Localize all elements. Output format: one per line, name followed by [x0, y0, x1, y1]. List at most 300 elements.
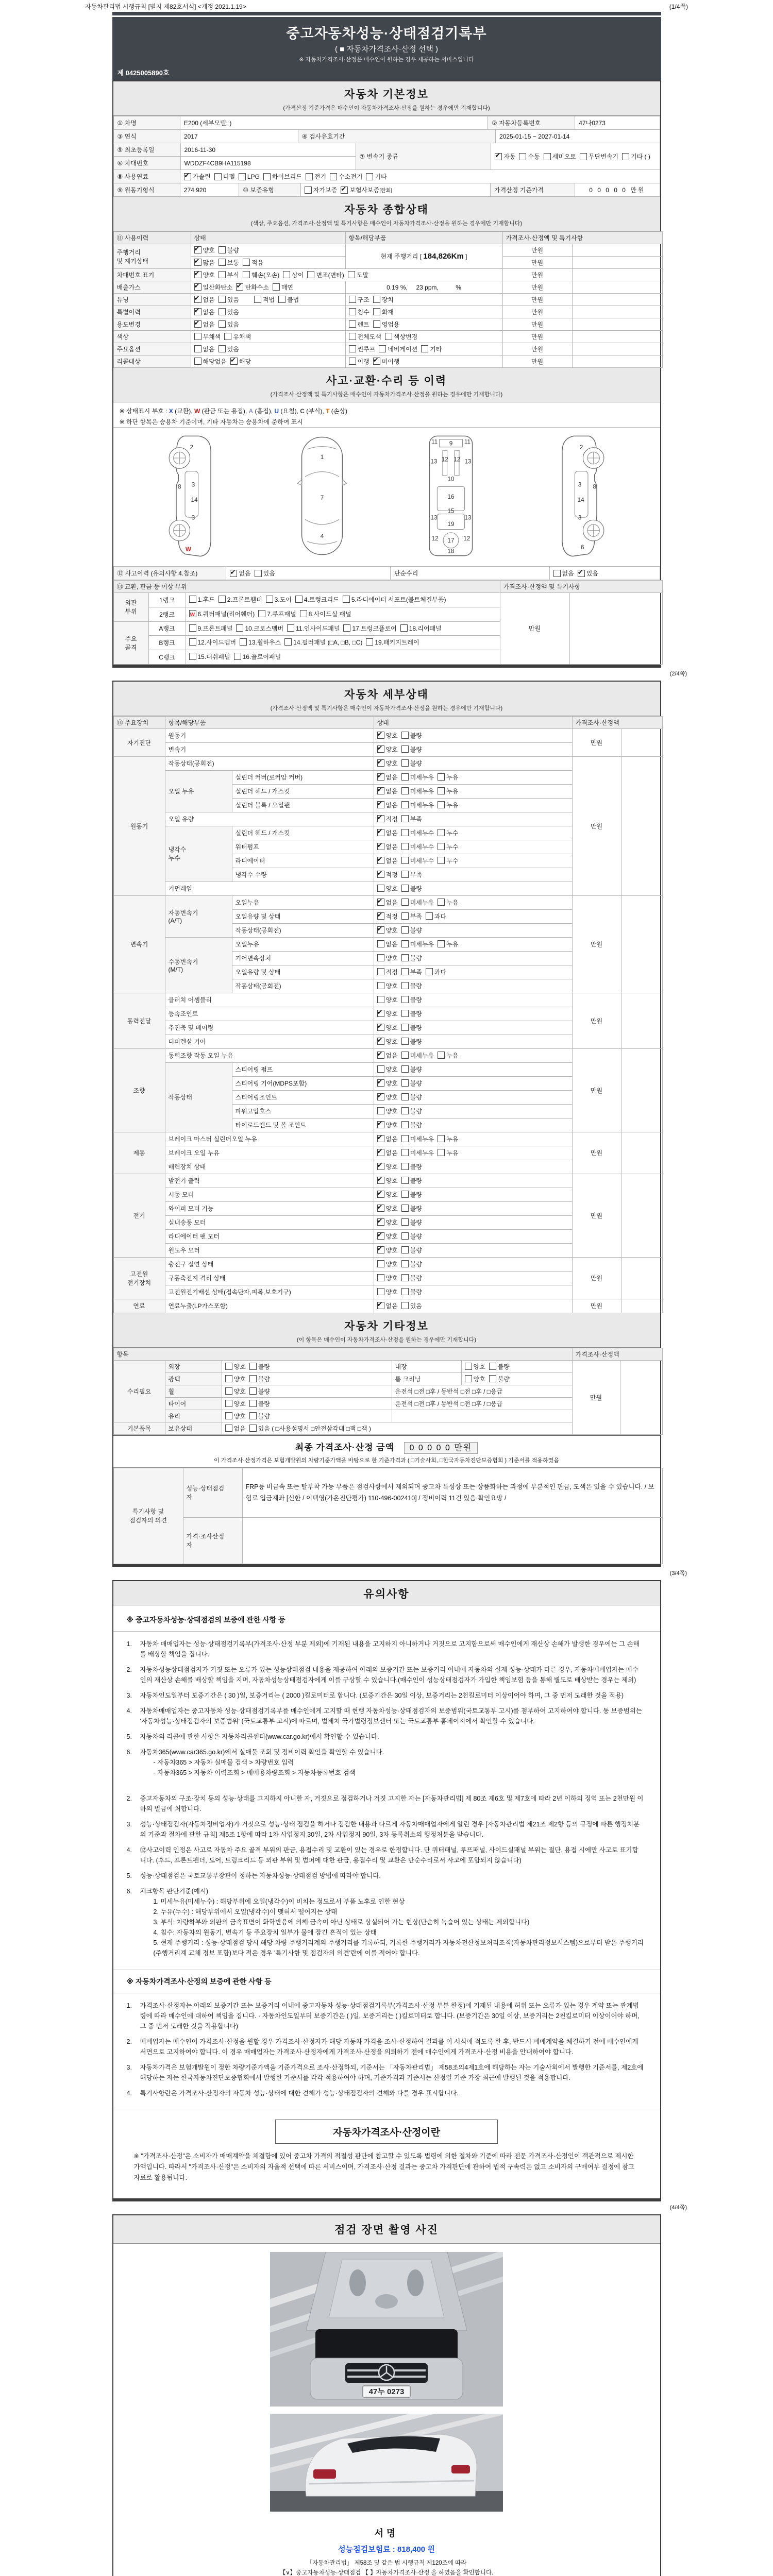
etc-info-subtitle: (이 항목은 매수인이 자동차가격조사·산정을 원하는 경우에만 기재합니다) — [296, 1336, 477, 1343]
checkbox-label: 양호 — [385, 1024, 398, 1032]
checkbox[interactable] — [194, 246, 201, 253]
checkbox[interactable] — [219, 246, 226, 253]
field-label: ④ 검사유효기간 — [298, 130, 496, 143]
checkbox[interactable] — [305, 187, 312, 194]
notice-item — [127, 1793, 645, 1814]
checkbox[interactable] — [401, 1065, 409, 1073]
checkbox[interactable] — [349, 308, 356, 315]
checkbox[interactable] — [249, 1387, 257, 1395]
checkbox[interactable] — [401, 926, 409, 934]
price-cell: 만원 — [500, 593, 569, 665]
checkbox[interactable] — [401, 1260, 409, 1267]
checkbox[interactable] — [377, 1218, 384, 1226]
price-cell: 만원 — [502, 244, 572, 257]
checkbox[interactable] — [263, 173, 271, 180]
status-options — [374, 1257, 572, 1271]
text-element: 12 — [441, 456, 448, 463]
checkbox[interactable] — [401, 885, 409, 892]
checkbox[interactable] — [278, 296, 285, 303]
checkbox[interactable] — [349, 296, 356, 303]
item-label: 배력장치 상태 — [165, 1160, 374, 1174]
checkbox-label: 있음 — [227, 346, 239, 353]
checkbox[interactable] — [401, 1205, 409, 1212]
checkbox[interactable] — [401, 940, 409, 947]
checkbox[interactable] — [300, 610, 307, 617]
checkbox[interactable] — [377, 1065, 384, 1073]
checkbox[interactable] — [438, 857, 445, 864]
checkbox[interactable] — [401, 1218, 409, 1226]
checkbox[interactable] — [401, 968, 409, 975]
checkbox[interactable] — [189, 653, 196, 660]
checkbox[interactable] — [249, 1425, 257, 1432]
checkbox[interactable] — [401, 773, 409, 781]
checkbox[interactable] — [214, 173, 222, 180]
checkbox[interactable] — [307, 271, 314, 278]
memo-cell — [621, 1257, 662, 1299]
checkbox-label: 양호 — [385, 1205, 398, 1213]
checkbox[interactable] — [401, 996, 409, 1003]
document-note: ※ 자동차가격조사·산정은 매수인이 원하는 경우 제공하는 서비스입니다 — [299, 57, 474, 63]
checkbox[interactable] — [194, 333, 201, 340]
status-options — [374, 1048, 572, 1062]
checkbox[interactable] — [194, 259, 201, 266]
notice-item — [127, 2088, 645, 2098]
checkbox-label: 없음 — [203, 321, 215, 328]
checkbox[interactable] — [239, 173, 246, 180]
checkbox[interactable] — [273, 283, 280, 291]
checkbox[interactable] — [249, 1363, 257, 1370]
checkbox-label: 이행 — [357, 358, 369, 365]
checkbox[interactable] — [401, 857, 409, 864]
checkbox[interactable] — [377, 1052, 384, 1059]
checkbox[interactable] — [189, 624, 196, 632]
checkbox[interactable] — [401, 1149, 409, 1156]
checkbox[interactable] — [295, 596, 303, 603]
checkbox-label: 14.필러패널 (□A, □B, □C) — [293, 639, 363, 647]
checkbox-label: 누유 — [446, 802, 459, 809]
checkbox[interactable] — [283, 271, 290, 278]
checkbox[interactable] — [284, 638, 292, 646]
checkbox[interactable] — [401, 1232, 409, 1240]
price-cell: 만원 — [502, 355, 572, 368]
signature-label: 서명 — [374, 2528, 399, 2538]
checkbox[interactable] — [580, 153, 587, 160]
field-label: ⑤ 최초등록일 — [114, 143, 181, 157]
status-options — [374, 979, 572, 993]
checkbox[interactable] — [401, 1135, 409, 1142]
checkbox[interactable] — [400, 624, 408, 632]
checkbox[interactable] — [236, 624, 243, 632]
detail-status-title: 자동차 세부상태 — [344, 688, 429, 701]
checkbox-label: 불량 — [258, 1400, 270, 1408]
checkbox-label: 썬루프 — [357, 346, 376, 353]
checkbox[interactable] — [401, 1052, 409, 1059]
checkbox[interactable] — [377, 815, 384, 822]
checkbox[interactable] — [230, 358, 238, 365]
checkbox[interactable] — [578, 570, 585, 577]
checkbox[interactable] — [377, 1121, 384, 1128]
checkbox[interactable] — [465, 1363, 472, 1370]
checkbox[interactable] — [438, 787, 445, 794]
checkbox[interactable] — [377, 829, 384, 836]
checkbox[interactable] — [194, 271, 201, 278]
checkbox[interactable] — [219, 308, 226, 315]
checkbox[interactable] — [401, 1107, 409, 1114]
checkbox[interactable] — [243, 271, 250, 278]
text-element: 11 — [431, 438, 438, 446]
status-options — [374, 1090, 572, 1104]
first-registration: 2016-11-30 — [181, 143, 356, 157]
checkbox[interactable] — [366, 173, 373, 180]
checkbox-label: 11.인사이드패널 — [296, 624, 340, 632]
field-label: ⑦ 변속기 종류 — [356, 143, 492, 170]
checkbox[interactable] — [401, 1274, 409, 1281]
checkbox[interactable] — [249, 1375, 257, 1382]
basic-info-subtitle: (가격산정 기준가격은 매수인이 자동차가격조사·산정을 원하는 경우에만 기재합니다) — [283, 105, 490, 111]
rect-element — [315, 2329, 458, 2362]
item-label: 워터펌프 — [232, 840, 374, 854]
checkbox[interactable] — [401, 745, 409, 753]
accident-label: ⑫ 사고이력 (유의사항 4.참조) — [114, 567, 227, 580]
checkbox[interactable] — [401, 1191, 409, 1198]
checkbox[interactable] — [224, 333, 231, 340]
checkbox[interactable] — [243, 259, 250, 266]
price-cell: 만원 — [572, 993, 621, 1048]
detail-table — [113, 716, 663, 1313]
checkbox[interactable] — [438, 829, 445, 836]
checkbox[interactable] — [194, 345, 201, 352]
checkbox[interactable] — [438, 899, 445, 906]
text-element: 7 — [320, 494, 324, 501]
checkbox[interactable] — [225, 1425, 232, 1432]
checkbox[interactable] — [438, 1135, 445, 1142]
checkbox[interactable] — [194, 320, 201, 328]
checkbox[interactable] — [401, 801, 409, 808]
panel-options — [186, 593, 500, 607]
checkbox[interactable] — [401, 899, 409, 906]
checkbox-label: 부식 — [227, 272, 239, 279]
appraiser-label: 가격·조사산정 자 — [183, 1517, 242, 1564]
status-options — [191, 294, 345, 306]
checkbox[interactable] — [189, 638, 196, 646]
checkbox[interactable] — [401, 759, 409, 767]
license-plate-text: 47누 0273 — [368, 2387, 405, 2396]
checkbox[interactable] — [254, 296, 261, 303]
checkbox[interactable] — [258, 610, 265, 617]
sub-group: 냉각수 누수 — [165, 826, 232, 882]
checkbox[interactable] — [184, 173, 191, 180]
checkbox-label: 기타 ( ) — [631, 153, 650, 160]
checkbox[interactable] — [401, 1177, 409, 1184]
checkbox[interactable] — [544, 153, 551, 160]
checkbox[interactable] — [377, 1038, 384, 1045]
checkbox[interactable] — [306, 173, 313, 180]
checkbox-label: 7.루프패널 — [267, 610, 296, 618]
checkbox[interactable] — [377, 773, 384, 781]
checkbox[interactable] — [377, 1079, 384, 1087]
checkbox[interactable] — [377, 745, 384, 753]
checkbox[interactable] — [377, 1177, 384, 1184]
checkbox[interactable] — [438, 843, 445, 850]
checkbox[interactable] — [379, 345, 386, 352]
device-group: 연료 — [113, 1299, 165, 1313]
checkbox-label: 양호 — [385, 1177, 398, 1185]
detail-status-header — [113, 682, 660, 716]
checkbox[interactable] — [401, 982, 409, 989]
checkbox[interactable] — [194, 308, 201, 315]
checkbox[interactable] — [401, 1246, 409, 1253]
checkbox-label: 불량 — [410, 1094, 422, 1101]
checkbox[interactable] — [373, 358, 380, 365]
checkbox-label: 불량 — [258, 1363, 270, 1370]
status-options — [374, 965, 572, 979]
price-cell: 만원 — [572, 895, 621, 993]
checkbox-label: 하이브리드 — [272, 173, 302, 180]
checkbox[interactable] — [519, 153, 526, 160]
span-element: 5. — [126, 1872, 132, 1879]
sub-group: 오일 누유 — [165, 770, 232, 812]
checkbox[interactable] — [401, 954, 409, 961]
checkbox[interactable] — [255, 570, 262, 577]
checkbox-label: 없음 — [239, 570, 251, 577]
checkbox-label: 많음 — [203, 259, 215, 266]
checkbox[interactable] — [401, 787, 409, 794]
status-options — [374, 1146, 572, 1160]
notice-item — [127, 1886, 645, 1958]
checkbox-label: 양호 — [385, 1275, 398, 1282]
checkbox[interactable] — [385, 333, 392, 340]
sheet-page-2 — [112, 681, 661, 1567]
status-options — [191, 281, 345, 294]
checkbox[interactable] — [219, 596, 226, 603]
checkbox[interactable] — [401, 1163, 409, 1170]
checkbox[interactable] — [194, 296, 201, 303]
checkbox[interactable] — [438, 1149, 445, 1156]
checkbox[interactable] — [489, 1375, 496, 1382]
checkbox-label: 부족 — [410, 969, 422, 976]
checkbox[interactable] — [377, 1135, 384, 1142]
checkbox[interactable] — [401, 829, 409, 836]
checkbox[interactable] — [401, 1288, 409, 1295]
notice-item — [127, 2062, 645, 2083]
checkbox[interactable] — [225, 1375, 232, 1382]
checkbox[interactable] — [401, 871, 409, 878]
checkbox[interactable] — [377, 759, 384, 767]
checkbox[interactable] — [189, 596, 196, 603]
span-element: 4. — [126, 2089, 132, 2097]
checkbox[interactable] — [230, 570, 237, 577]
notice-item — [127, 2037, 645, 2057]
checkbox[interactable] — [189, 610, 196, 617]
checkbox[interactable] — [349, 358, 356, 365]
checkbox[interactable] — [234, 653, 241, 660]
checkbox-label: 15.대쉬패널 — [197, 653, 230, 661]
checkbox[interactable] — [377, 1163, 384, 1170]
price-cell: 만원 — [572, 1174, 621, 1257]
checkbox[interactable] — [377, 1288, 384, 1295]
tr-element — [113, 1517, 662, 1564]
checkbox-label: 누수 — [446, 857, 459, 865]
status-options — [374, 937, 572, 951]
checkbox[interactable] — [348, 271, 355, 278]
checkbox-label: 없음 — [385, 1302, 398, 1310]
checkbox[interactable] — [401, 1024, 409, 1031]
remarks — [113, 1468, 663, 1564]
span-element: 3. — [126, 1820, 132, 1828]
checkbox[interactable] — [249, 1412, 257, 1419]
car-diagram-side — [160, 433, 226, 559]
checkbox[interactable] — [377, 871, 384, 878]
exchange-table — [113, 580, 663, 665]
checkbox[interactable] — [377, 1010, 384, 1017]
checkbox[interactable] — [401, 732, 409, 739]
document — [85, 0, 688, 2576]
checkbox[interactable] — [266, 596, 273, 603]
checkbox[interactable] — [225, 1400, 232, 1407]
checkbox[interactable] — [377, 996, 384, 1003]
checkbox[interactable] — [377, 954, 384, 961]
checkbox[interactable] — [377, 1093, 384, 1100]
checkbox[interactable] — [366, 638, 373, 646]
checkbox[interactable] — [426, 968, 433, 975]
checkbox[interactable] — [373, 320, 380, 328]
checkbox[interactable] — [438, 940, 445, 947]
checkbox[interactable] — [377, 1302, 384, 1309]
checkbox[interactable] — [287, 624, 294, 632]
checkbox[interactable] — [219, 271, 226, 278]
checkbox[interactable] — [401, 1038, 409, 1045]
checkbox-label: 양호 — [385, 1219, 398, 1227]
checkbox[interactable] — [553, 570, 561, 577]
checkbox[interactable] — [377, 1260, 384, 1267]
status-options — [191, 257, 345, 269]
checkbox[interactable] — [377, 787, 384, 794]
price-cell: 만원 — [572, 1299, 621, 1313]
checkbox[interactable] — [377, 1191, 384, 1198]
checkbox[interactable] — [349, 345, 356, 352]
checkbox[interactable] — [401, 1302, 409, 1309]
checkbox[interactable] — [219, 259, 226, 266]
checkbox[interactable] — [249, 1400, 257, 1407]
ellipse-element — [349, 2269, 366, 2296]
checkbox[interactable] — [622, 153, 629, 160]
checkbox[interactable] — [401, 912, 409, 920]
checkbox[interactable] — [219, 345, 226, 352]
item-label: 동력조향 작동 오일 누유 — [165, 1048, 374, 1062]
checkbox-label: 미세누수 — [410, 857, 434, 865]
etc-info-title: 자동차 기타정보 — [344, 1320, 429, 1332]
checkbox-label: 양호 — [385, 1233, 398, 1241]
checkbox-label: 양호 — [385, 996, 398, 1004]
checkbox-label: 적정 — [385, 969, 398, 976]
text-element: 2 — [190, 444, 193, 451]
checkbox[interactable] — [438, 801, 445, 808]
checkbox[interactable] — [377, 1205, 384, 1212]
checkbox[interactable] — [377, 885, 384, 892]
checkbox-label: 불량 — [497, 1375, 510, 1383]
checkbox-label: 과다 — [434, 913, 447, 921]
checkbox[interactable] — [377, 843, 384, 850]
checkbox[interactable] — [219, 320, 226, 328]
notice-body — [113, 1605, 660, 2198]
checkbox[interactable] — [377, 1232, 384, 1240]
status-options — [374, 993, 572, 1007]
memo-cell — [621, 1174, 662, 1257]
checkbox[interactable] — [401, 1121, 409, 1128]
checkbox[interactable] — [377, 982, 384, 989]
checkbox[interactable] — [465, 1375, 472, 1382]
checkbox[interactable] — [377, 1024, 384, 1031]
tr-element — [113, 306, 662, 318]
checkbox[interactable] — [401, 815, 409, 822]
checkbox[interactable] — [225, 1363, 232, 1370]
checkbox[interactable] — [377, 1246, 384, 1253]
checkbox[interactable] — [377, 857, 384, 864]
status-options — [374, 1215, 572, 1229]
checkbox[interactable] — [377, 968, 384, 975]
checkbox[interactable] — [225, 1412, 232, 1419]
item-label: 추진축 및 베어링 — [165, 1021, 374, 1035]
checkbox[interactable] — [438, 773, 445, 781]
checkbox[interactable] — [377, 899, 384, 906]
checkbox[interactable] — [343, 596, 350, 603]
checkbox-label: 양호 — [385, 1010, 398, 1018]
checkbox[interactable] — [401, 1010, 409, 1017]
checkbox[interactable] — [373, 308, 380, 315]
checkbox[interactable] — [401, 843, 409, 850]
checkbox[interactable] — [373, 296, 380, 303]
checkbox[interactable] — [219, 296, 226, 303]
checkbox[interactable] — [377, 940, 384, 947]
checkbox[interactable] — [236, 283, 243, 291]
checkbox[interactable] — [377, 1149, 384, 1156]
checkbox[interactable] — [489, 1363, 496, 1370]
checkbox[interactable] — [349, 320, 356, 328]
checkbox[interactable] — [240, 638, 247, 646]
status-options — [222, 1385, 392, 1397]
checkbox[interactable] — [438, 1052, 445, 1059]
checkbox[interactable] — [377, 732, 384, 739]
text-element: 3 — [191, 481, 195, 488]
checkbox-label: 불량 — [410, 1010, 422, 1018]
inspector-label: 성능·상태점검 자 — [183, 1468, 242, 1517]
checkbox[interactable] — [194, 358, 201, 365]
checkbox[interactable] — [426, 912, 433, 920]
checkbox[interactable] — [341, 187, 348, 194]
checkbox[interactable] — [343, 624, 350, 632]
checkbox[interactable] — [225, 1387, 232, 1395]
notice-subitem: - 자동차365 > 자동차 실매물 검색 > 차량번호 입력 — [153, 1758, 294, 1766]
checkbox[interactable] — [377, 1107, 384, 1114]
checkbox[interactable] — [495, 153, 502, 160]
checkbox[interactable] — [377, 1274, 384, 1281]
checkbox[interactable] — [377, 912, 384, 920]
checkbox[interactable] — [401, 1093, 409, 1100]
checkbox[interactable] — [377, 926, 384, 934]
checkbox[interactable] — [421, 345, 428, 352]
status-options — [374, 1132, 572, 1146]
text-element: 4 — [320, 533, 324, 540]
checkbox[interactable] — [349, 333, 356, 340]
checkbox-label: 렌트 — [357, 321, 369, 328]
checkbox[interactable] — [330, 173, 337, 180]
checkbox-label: 있음 — [410, 1302, 422, 1310]
status-options — [374, 1021, 572, 1035]
checkbox[interactable] — [401, 1079, 409, 1087]
checkbox[interactable] — [194, 283, 201, 291]
span-element: 중고자동차의 구조·장치 등의 성능·상태를 고지하지 아니한 자, 거짓으로 점검하거나 거짓 고지한 자는 [자동차관리법] 제 80조 제6호 및 제7호에 따라 2년 이하의 징역 또는 2천만원 이하의 벌금에 처합니다. — [140, 1794, 644, 1812]
checkbox[interactable] — [377, 801, 384, 808]
